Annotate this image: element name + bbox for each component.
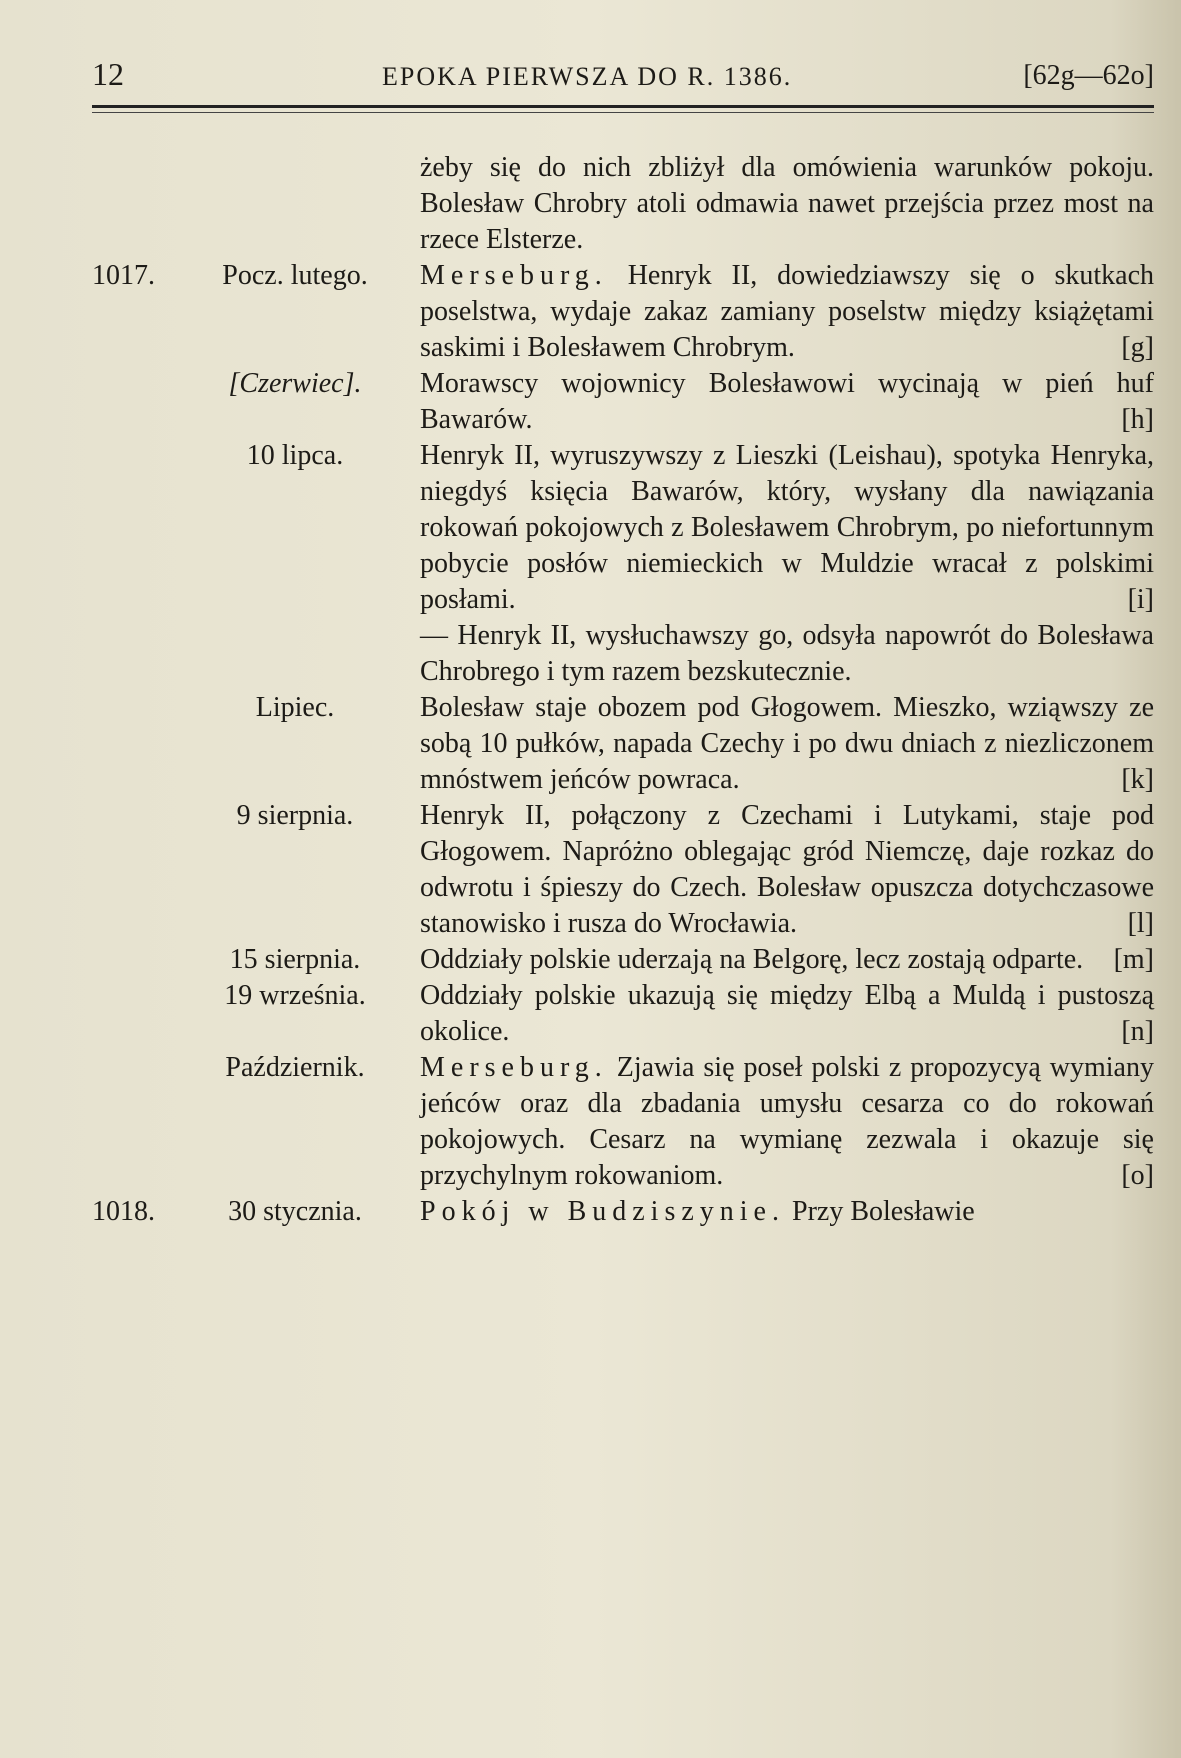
- entry-text: [420, 438, 1154, 618]
- running-title: EPOKA PIERWSZA DO R. 1386.: [382, 62, 793, 91]
- entry: [92, 690, 1154, 798]
- entry-body: Bolesław staje obozem pod Głogowem. Mieszko, wziąwszy ze sobą 10 pułków, napada Czechy i po dwu dniach z niezliczonem mnóstwem jeńców powraca.: [420, 692, 1154, 795]
- entry: [92, 150, 1154, 258]
- entry-place: Pokój w Budziszynie.: [420, 1196, 785, 1227]
- header-reference: [62g—62o]: [1023, 60, 1154, 91]
- entry-date: [170, 618, 420, 690]
- entry-date: [170, 150, 420, 258]
- entry-date: [Czerwiec].: [228, 368, 362, 399]
- entry-body: Przy Bolesławie: [792, 1196, 975, 1227]
- running-header: [92, 50, 1154, 110]
- entry-year: [92, 1050, 170, 1194]
- page-number: 12: [92, 56, 124, 92]
- entry-year: [92, 366, 170, 438]
- entry: [92, 978, 1154, 1050]
- entry-date: 19 września.: [224, 980, 366, 1011]
- entry-year: 1017.: [92, 260, 155, 291]
- entry-year: [92, 690, 170, 798]
- entry-text: [420, 942, 1154, 978]
- footnote-ref: [o]: [1121, 1160, 1154, 1191]
- entry: [92, 366, 1154, 438]
- footnote-ref: [n]: [1121, 1016, 1154, 1047]
- entry-body: Oddziały polskie uderzają na Belgorę, lecz zostają odparte.: [420, 944, 1084, 975]
- footnote-ref: [m]: [1113, 944, 1154, 975]
- entry: [92, 798, 1154, 942]
- entry-date: Październik.: [225, 1052, 365, 1083]
- entry-body: Henryk II, wyruszywszy z Lieszki (Leishau), spotyka Henryka, niegdyś księcia Bawarów, który, wysłany dla nawiązania rokowań pokojowych z Bolesławem Chrobrym, po niefortunnym pobycie posłów niemieckich w Muldzie wracał z polskimi posłami.: [420, 440, 1154, 615]
- entry-text: [420, 798, 1154, 942]
- entry-date: 9 sierpnia.: [236, 800, 354, 831]
- entry: [92, 258, 1154, 366]
- entry-text: [420, 690, 1154, 798]
- footnote-ref: [i]: [1127, 584, 1154, 615]
- entry-date: 15 sierpnia.: [229, 944, 361, 975]
- chronicle-entries: [92, 150, 1154, 1230]
- footnote-ref: [h]: [1121, 404, 1154, 435]
- footnote-ref: [l]: [1127, 908, 1154, 939]
- entry: [92, 1050, 1154, 1194]
- entry-year: [92, 942, 170, 978]
- entry-date: 30 stycznia.: [228, 1196, 362, 1227]
- entry-year: 1018.: [92, 1196, 155, 1227]
- entry-text: [420, 978, 1154, 1050]
- entry-text: [420, 1050, 1154, 1194]
- entry: [92, 1194, 1154, 1230]
- entry-body: Henryk II, dowiedziawszy się o skutkach poselstwa, wydaje zakaz zamiany poselstw między książętami saskimi i Bolesławem Chrobrym.: [420, 260, 1154, 363]
- entry-date: 10 lipca.: [246, 440, 344, 471]
- entry-body: Morawscy wojownicy Bolesławowi wycinają w pień huf Bawarów.: [420, 368, 1154, 435]
- header-rule-thin: [92, 112, 1154, 113]
- entry-text: [420, 1194, 1154, 1230]
- entry: [92, 942, 1154, 978]
- footnote-ref: [g]: [1121, 332, 1154, 363]
- entry-year: [92, 618, 170, 690]
- entry-place: Merseburg.: [420, 1052, 608, 1083]
- entry-year: [92, 978, 170, 1050]
- entry-text: [420, 150, 1154, 258]
- entry-year: [92, 798, 170, 942]
- entry-text: [420, 366, 1154, 438]
- entry-text: [420, 258, 1154, 366]
- entry-place: Merseburg.: [420, 260, 608, 291]
- entry-year: [92, 150, 170, 258]
- entry: [92, 618, 1154, 690]
- entry-body: Oddziały polskie ukazują się między Elbą a Muldą i pustoszą okolice.: [420, 980, 1154, 1047]
- entry-body: Henryk II, połączony z Czechami i Lutykami, staje pod Głogowem. Napróżno oblegając gród Niemczę, daje rozkaz do odwrotu i śpieszy do Czech. Bolesław opuszcza dotychczasowe stanowisko i rusza do Wrocławia.: [420, 800, 1154, 939]
- footnote-ref: [k]: [1121, 764, 1154, 795]
- entry-body: Zjawia się poseł polski z propozycyą wymiany jeńców oraz dla zbadania umysłu cesarza co do rokowań pokojowych. Cesarz na wymianę zezwala i okazuje się przychylnym rokowaniom.: [420, 1052, 1154, 1191]
- entry-date: Lipiec.: [255, 692, 335, 723]
- header-rule: [92, 105, 1154, 108]
- entry-body: żeby się do nich zbliżył dla omówienia warunków pokoju. Bolesław Chrobry atoli odmawia nawet przejścia przez most na rzece Elsterze.: [420, 152, 1154, 255]
- entry-year: [92, 438, 170, 618]
- entry-text: [420, 618, 1154, 690]
- entry: [92, 438, 1154, 618]
- entry-body: — Henryk II, wysłuchawszy go, odsyła napowrót do Bolesława Chrobrego i tym razem bezskutecznie.: [420, 620, 1154, 687]
- entry-date: Pocz. lutego.: [222, 260, 368, 291]
